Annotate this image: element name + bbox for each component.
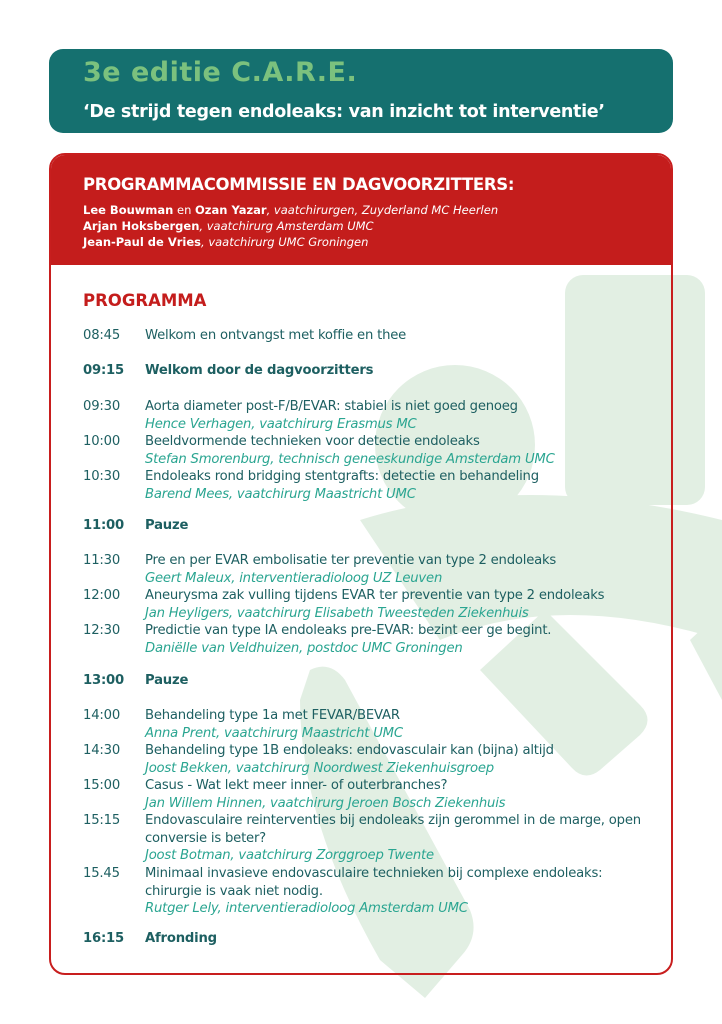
- program-body: [145, 707, 655, 742]
- program-time: 12:30: [83, 623, 121, 638]
- program-body: [145, 930, 655, 948]
- program-time: 13:00: [83, 673, 124, 688]
- committee-name: Ozan Yazar: [195, 203, 267, 217]
- program-title: Welkom en ontvangst met koffie en thee: [145, 328, 407, 343]
- program-title: Welkom door de dagvoorzitters: [145, 363, 374, 378]
- program-time: 09:30: [83, 399, 121, 414]
- program-time: 15:15: [83, 813, 121, 828]
- program-title: Predictie van type IA endoleaks pre-EVAR: bezint eer ge begint.: [145, 623, 552, 638]
- program-body: [145, 468, 655, 503]
- program-title: Pauze: [145, 518, 189, 533]
- program-time: 11:00: [83, 518, 124, 533]
- program-body: [145, 812, 655, 865]
- program-time: 15.45: [83, 866, 120, 881]
- committee-line: [83, 218, 498, 234]
- program-body: [145, 672, 655, 690]
- program-speaker: Barend Mees, vaatchirurg Maastricht UMC: [145, 486, 416, 502]
- committee-role: , vaatchirurg Amsterdam UMC: [199, 219, 374, 233]
- program-body: [145, 777, 655, 812]
- program-title: Endovasculaire reinterventies bij endoleaks zijn gerommel in de marge, open conversie is beter?: [145, 813, 641, 846]
- program-title: Endoleaks rond bridging stentgrafts: detectie en behandeling: [145, 469, 539, 484]
- program-time: 14:30: [83, 743, 121, 758]
- program-body: [145, 362, 655, 380]
- committee-line: [83, 202, 498, 218]
- committee-role: , vaatchirurgen, Zuyderland MC Heerlen: [266, 203, 499, 217]
- program-body: [145, 552, 655, 587]
- program-title: Pauze: [145, 673, 189, 688]
- program-time: 09:15: [83, 363, 124, 378]
- program-time: 08:45: [83, 328, 121, 343]
- program-time: 11:30: [83, 553, 121, 568]
- program-body: [145, 587, 655, 622]
- committee-name: Jean-Paul de Vries: [83, 235, 202, 249]
- program-card: [49, 153, 673, 975]
- program-title: Behandeling type 1a met FEVAR/BEVAR: [145, 708, 400, 723]
- committee-name: Lee Bouwman: [83, 203, 174, 217]
- program-title: Pre en per EVAR embolisatie ter preventie van type 2 endoleaks: [145, 553, 557, 568]
- program-title: Beeldvormende technieken voor detectie endoleaks: [145, 434, 480, 449]
- program-title: Minimaal invasieve endovasculaire technieken bij complexe endoleaks: chirurgie is vaak niet nodig.: [145, 866, 603, 899]
- event-header: [49, 49, 673, 133]
- program-time: 12:00: [83, 588, 121, 603]
- program-speaker: Joost Bekken, vaatchirurg Noordwest Ziekenhuisgroep: [145, 760, 494, 776]
- program-time: 16:15: [83, 931, 124, 946]
- program-speaker: Jan Heyligers, vaatchirurg Elisabeth Tweesteden Ziekenhuis: [145, 605, 529, 621]
- program-body: [145, 433, 655, 468]
- program-speaker: Rutger Lely, interventieradioloog Amsterdam UMC: [145, 901, 468, 916]
- program-body: [145, 517, 655, 535]
- program-time: 10:00: [83, 434, 121, 449]
- program-title: Behandeling type 1B endoleaks: endovasculair kan (bijna) altijd: [145, 743, 554, 758]
- program-title: Afronding: [145, 931, 217, 946]
- program-body: [145, 742, 655, 777]
- program-title: Aneurysma zak vulling tijdens EVAR ter preventie van type 2 endoleaks: [145, 588, 605, 603]
- committee-name: Arjan Hoksbergen: [83, 219, 200, 233]
- program-title: Casus - Wat lekt meer inner- of outerbranches?: [145, 778, 448, 793]
- program-speaker: Anna Prent, vaatchirurg Maastricht UMC: [145, 725, 403, 741]
- committee-section: [51, 155, 671, 265]
- program-speaker: Joost Botman, vaatchirurg Zorggroep Twente: [145, 848, 434, 863]
- program-heading: PROGRAMMA: [83, 291, 207, 310]
- program-body: [145, 327, 655, 345]
- committee-conjunction: en: [173, 203, 196, 217]
- committee-role: , vaatchirurg UMC Groningen: [201, 235, 369, 249]
- program-speaker: Stefan Smorenburg, technisch geneeskundige Amsterdam UMC: [145, 451, 555, 467]
- program-body: [145, 398, 655, 433]
- program-time: 15:00: [83, 778, 121, 793]
- committee-heading: PROGRAMMACOMMISSIE EN DAGVOORZITTERS:: [83, 175, 515, 194]
- program-speaker: Daniëlle van Veldhuizen, postdoc UMC Groningen: [145, 640, 463, 656]
- event-title: 3e editie C.A.R.E.: [83, 57, 358, 88]
- program-body: [145, 865, 655, 918]
- program-time: 10:30: [83, 469, 121, 484]
- committee-line: [83, 234, 498, 250]
- program-speaker: Jan Willem Hinnen, vaatchirurg Jeroen Bosch Ziekenhuis: [145, 795, 506, 811]
- program-body: [145, 622, 655, 657]
- program-title: Aorta diameter post-F/B/EVAR: stabiel is niet goed genoeg: [145, 399, 518, 414]
- program-time: 14:00: [83, 708, 121, 723]
- program-speaker: Hence Verhagen, vaatchirurg Erasmus MC: [145, 416, 417, 432]
- committee-list: [83, 202, 498, 250]
- program-speaker: Geert Maleux, interventieradioloog UZ Leuven: [145, 570, 443, 586]
- event-subtitle: ‘De strijd tegen endoleaks: van inzicht tot interventie’: [83, 102, 605, 122]
